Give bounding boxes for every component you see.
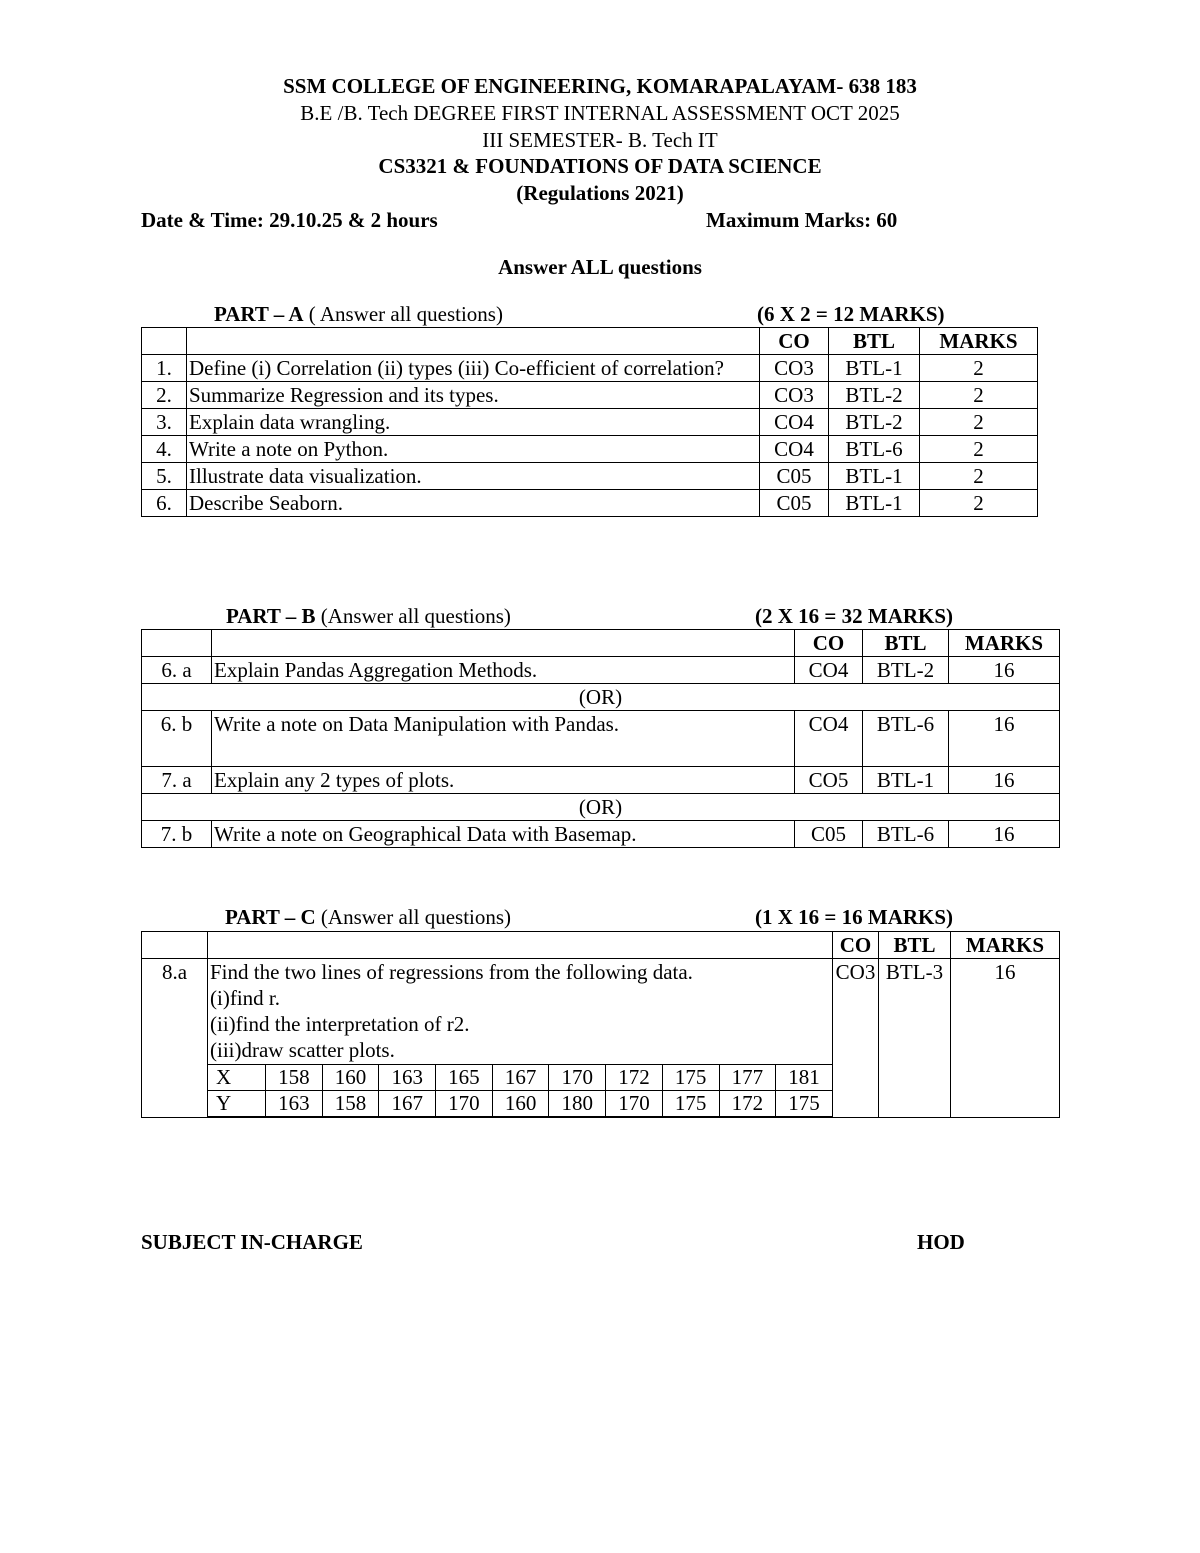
y-value: 175: [776, 1091, 833, 1117]
question-btl: BTL-6: [863, 821, 949, 848]
x-value: 163: [379, 1065, 436, 1091]
question-marks: 16: [951, 959, 1060, 1118]
question-number: 6.: [142, 490, 187, 517]
question-btl: BTL-1: [829, 490, 920, 517]
regression-data-table: [207, 1064, 833, 1117]
question-number: 6. b: [142, 711, 212, 767]
y-value: 163: [266, 1091, 323, 1117]
question-co: CO4: [760, 436, 829, 463]
question-btl: BTL-6: [863, 711, 949, 767]
question-marks: 2: [920, 463, 1038, 490]
question-marks: 16: [949, 767, 1060, 794]
col-co: CO: [795, 630, 863, 657]
table-row: [142, 711, 1060, 767]
x-value: 160: [322, 1065, 379, 1091]
course-title: CS3321 & FOUNDATIONS OF DATA SCIENCE: [378, 154, 822, 178]
table-row: [142, 959, 1060, 1118]
question-btl: BTL-1: [863, 767, 949, 794]
table-row: [142, 821, 1060, 848]
semester-line: III SEMESTER- B. Tech IT: [482, 128, 718, 152]
y-value: 172: [719, 1091, 776, 1117]
question-number: 6. a: [142, 657, 212, 684]
question-marks: 2: [920, 490, 1038, 517]
table-header-row: [142, 932, 1060, 959]
col-marks: MARKS: [920, 328, 1038, 355]
question-btl: BTL-2: [829, 382, 920, 409]
question-number: 5.: [142, 463, 187, 490]
x-value: 181: [776, 1065, 833, 1091]
question-number: 2.: [142, 382, 187, 409]
y-value: 167: [379, 1091, 436, 1117]
question-number: 4.: [142, 436, 187, 463]
maximum-marks: Maximum Marks: 60: [706, 208, 898, 232]
question-co: CO5: [795, 767, 863, 794]
question-co: C05: [795, 821, 863, 848]
question-co: CO3: [760, 355, 829, 382]
part-a-table: [141, 327, 1038, 517]
question-co: CO4: [760, 409, 829, 436]
instruction: Answer ALL questions: [498, 255, 702, 279]
table-row: [142, 657, 1060, 684]
col-btl: BTL: [863, 630, 949, 657]
table-header-row: [142, 630, 1060, 657]
col-co: CO: [760, 328, 829, 355]
table-row: [142, 436, 1038, 463]
question-text: Explain data wrangling.: [187, 409, 760, 436]
table-row: [142, 463, 1038, 490]
part-b-subtitle: (Answer all questions): [315, 604, 511, 628]
question-co: CO3: [760, 382, 829, 409]
part-b-table: [141, 629, 1060, 848]
table-row: [142, 767, 1060, 794]
part-b-title: PART – B: [226, 604, 316, 628]
question-line: (ii)find the interpretation of r2.: [210, 1012, 470, 1036]
y-value: 180: [549, 1091, 606, 1117]
y-value: 160: [492, 1091, 549, 1117]
x-value: 167: [492, 1065, 549, 1091]
question-text: Summarize Regression and its types.: [187, 382, 760, 409]
subject-in-charge-label: SUBJECT IN-CHARGE: [141, 1230, 363, 1254]
col-marks: MARKS: [951, 932, 1060, 959]
y-value: 170: [606, 1091, 663, 1117]
question-marks: 2: [920, 355, 1038, 382]
col-co: CO: [833, 932, 879, 959]
question-text: Define (i) Correlation (ii) types (iii) Co-efficient of correlation?: [187, 355, 760, 382]
question-marks: 16: [949, 711, 1060, 767]
date-time: Date & Time: 29.10.25 & 2 hours: [141, 208, 438, 232]
y-value: 175: [662, 1091, 719, 1117]
part-c-marks: (1 X 16 = 16 MARKS): [755, 905, 954, 929]
question-text: Illustrate data visualization.: [187, 463, 760, 490]
x-value: 165: [436, 1065, 493, 1091]
table-row: [142, 490, 1038, 517]
question-text: Write a note on Geographical Data with Basemap.: [212, 821, 795, 848]
x-value: 158: [266, 1065, 323, 1091]
question-line: Find the two lines of regressions from the following data.: [210, 960, 693, 984]
question-btl: BTL-6: [829, 436, 920, 463]
college-name: SSM COLLEGE OF ENGINEERING, KOMARAPALAYAM- 638 183: [283, 74, 917, 98]
x-row: [208, 1065, 833, 1091]
part-c-table: [141, 931, 1060, 1118]
x-value: 172: [606, 1065, 663, 1091]
question-btl: BTL-3: [879, 959, 951, 1118]
question-btl: BTL-1: [829, 463, 920, 490]
question-marks: 16: [949, 657, 1060, 684]
question-btl: BTL-2: [829, 409, 920, 436]
question-text: Write a note on Python.: [187, 436, 760, 463]
question-btl: BTL-1: [829, 355, 920, 382]
question-line: (iii)draw scatter plots.: [210, 1038, 395, 1062]
question-co: CO4: [795, 657, 863, 684]
x-label: X: [208, 1065, 266, 1091]
question-text: Explain Pandas Aggregation Methods.: [212, 657, 795, 684]
part-a-subtitle: ( Answer all questions): [303, 302, 503, 326]
question-line: (i)find r.: [210, 986, 280, 1010]
question-text: Write a note on Data Manipulation with Pandas.: [212, 711, 795, 767]
question-number: 1.: [142, 355, 187, 382]
y-value: 158: [322, 1091, 379, 1117]
part-c-heading: [225, 904, 511, 930]
question-body: [208, 959, 833, 1118]
or-label: (OR): [142, 684, 1060, 711]
or-row: [142, 684, 1060, 711]
question-btl: BTL-2: [863, 657, 949, 684]
question-number: 3.: [142, 409, 187, 436]
x-value: 177: [719, 1065, 776, 1091]
or-row: [142, 794, 1060, 821]
question-text: Explain any 2 types of plots.: [212, 767, 795, 794]
question-marks: 2: [920, 382, 1038, 409]
question-marks: 16: [949, 821, 1060, 848]
question-text: Describe Seaborn.: [187, 490, 760, 517]
part-b-marks: (2 X 16 = 32 MARKS): [755, 604, 954, 628]
y-row: [208, 1091, 833, 1117]
regulations-line: (Regulations 2021): [516, 181, 684, 205]
question-number: 7. a: [142, 767, 212, 794]
hod-label: HOD: [917, 1230, 965, 1254]
or-label: (OR): [142, 794, 1060, 821]
question-marks: 2: [920, 409, 1038, 436]
part-a-marks: (6 X 2 = 12 MARKS): [757, 302, 945, 326]
col-btl: BTL: [829, 328, 920, 355]
question-marks: 2: [920, 436, 1038, 463]
part-b-heading: [226, 603, 511, 629]
table-row: [142, 382, 1038, 409]
question-co: CO4: [795, 711, 863, 767]
y-label: Y: [208, 1091, 266, 1117]
part-c-title: PART – C: [225, 905, 316, 929]
question-co: C05: [760, 490, 829, 517]
col-btl: BTL: [879, 932, 951, 959]
x-value: 175: [662, 1065, 719, 1091]
part-a-heading: [214, 301, 503, 327]
table-row: [142, 409, 1038, 436]
question-co: CO3: [833, 959, 879, 1118]
y-value: 170: [436, 1091, 493, 1117]
question-number: 8.a: [142, 959, 208, 1118]
exam-title: B.E /B. Tech DEGREE FIRST INTERNAL ASSESSMENT OCT 2025: [300, 101, 900, 125]
part-c-subtitle: (Answer all questions): [315, 905, 512, 929]
table-row: [142, 355, 1038, 382]
question-number: 7. b: [142, 821, 212, 848]
question-co: C05: [760, 463, 829, 490]
table-header-row: [142, 328, 1038, 355]
x-value: 170: [549, 1065, 606, 1091]
part-a-title: PART – A: [214, 302, 304, 326]
col-marks: MARKS: [949, 630, 1060, 657]
